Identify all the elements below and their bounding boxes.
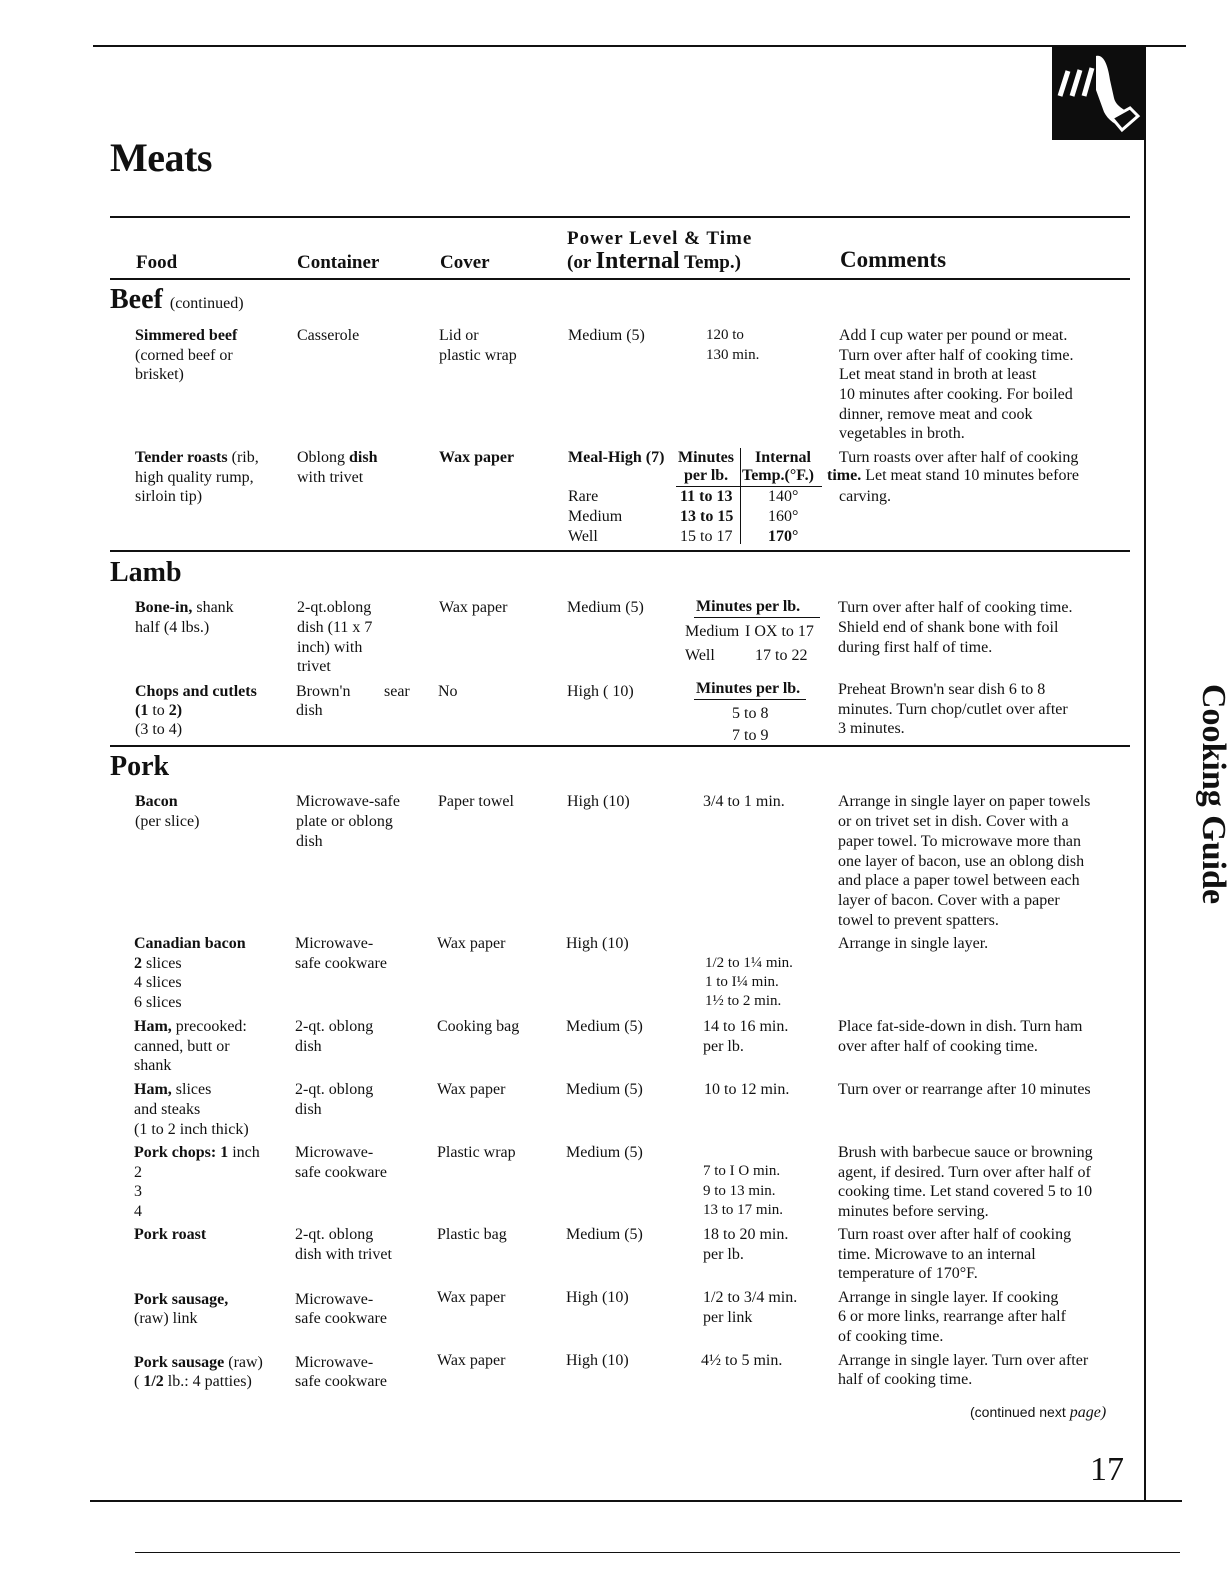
comment-line: layer of bacon. Cover with a paper	[838, 892, 1060, 909]
comment-line: Preheat Brown'n sear dish 6 to 8	[838, 681, 1046, 698]
comment-line: Turn roasts over after half of cooking	[839, 449, 1079, 466]
food-name-bold: Bone-in,	[135, 599, 193, 616]
header-power-line2	[567, 248, 741, 274]
continued-text: (continued next	[970, 1404, 1066, 1420]
comment-line: agent, if desired. Turn over after half of	[838, 1164, 1091, 1181]
food-detail: high quality rump,	[135, 469, 254, 486]
container: 2-qt. oblong	[295, 1226, 374, 1243]
food-name: Bacon	[135, 793, 178, 810]
container: dish	[295, 1038, 322, 1055]
container: Microwave-	[295, 1354, 374, 1371]
container: 2-qt. oblong	[295, 1018, 374, 1035]
doneness-level: Rare	[568, 488, 599, 505]
minutes-header: Minutes per lb.	[696, 598, 801, 615]
food-detail	[134, 954, 182, 974]
food-detail-bold: 2)	[168, 702, 183, 719]
food-name: Pork sausage,	[134, 1291, 229, 1308]
cook-time: 4½ to 5 min.	[701, 1352, 783, 1369]
container: Microwave-	[295, 1144, 374, 1161]
food-name	[134, 1143, 260, 1163]
cover: Wax paper	[439, 449, 515, 466]
tender-divider	[740, 448, 741, 544]
continued-note	[970, 1403, 1106, 1423]
container: Casserole	[297, 327, 360, 344]
food-name-bold: Tender roasts	[135, 449, 228, 466]
page-title: Meats	[110, 135, 212, 180]
power-level: High (10)	[566, 935, 629, 952]
comment-line: Shield end of shank bone with foil	[838, 619, 1059, 636]
food-detail: (corned beef or	[135, 347, 233, 364]
comment-line: Place fat-side-down in dish. Turn ham	[838, 1018, 1083, 1035]
comment-line: of cooking time.	[838, 1328, 944, 1345]
container: dish	[295, 1101, 322, 1118]
header-top-rule	[110, 216, 1130, 218]
header-food: Food	[136, 252, 178, 273]
food-detail-bold: 2	[134, 955, 142, 972]
power-level: Medium (5)	[566, 1226, 643, 1243]
comment-line: cooking time. Let stand covered 5 to 10	[838, 1183, 1093, 1200]
page-number: 17	[1090, 1451, 1124, 1488]
food-detail: 2	[134, 1164, 142, 1181]
cook-time: 7 to I O min.	[703, 1163, 781, 1179]
temp-value: 160°	[768, 508, 799, 525]
minutes-header: Minutes per lb.	[696, 680, 801, 697]
container: trivet	[297, 658, 331, 675]
doneness-level: Medium	[568, 508, 623, 525]
comment-line: one layer of bacon, use an oblong dish	[838, 853, 1085, 870]
minutes-value: 11 to 13	[680, 488, 733, 505]
food-name: Simmered beef	[135, 327, 238, 344]
cook-time: 13 to 17 min.	[703, 1202, 784, 1218]
container: Microwave-	[295, 935, 374, 952]
food-name-bold: Pork sausage	[134, 1354, 225, 1371]
food-name	[134, 1017, 247, 1037]
doneness-level: Well	[568, 528, 598, 545]
comment-line: temperature of 170°F.	[838, 1265, 978, 1282]
power-level: Medium (5)	[568, 327, 645, 344]
comment-line: during first half of time.	[838, 639, 993, 656]
food-detail: (raw) link	[134, 1310, 198, 1327]
power-level: Medium (5)	[566, 1081, 643, 1098]
container: dish	[296, 702, 323, 719]
cook-time: 1 to I¼ min.	[705, 974, 779, 990]
comment-rest: Let meat stand 10 minutes before	[861, 467, 1079, 484]
comment-line	[827, 466, 1079, 486]
container: dish (11 x 7	[297, 619, 373, 636]
header-power-internal: Internal	[595, 248, 680, 274]
food-name-bold: Ham,	[134, 1018, 172, 1035]
cook-time: per link	[703, 1309, 753, 1326]
header-comments: Comments	[840, 247, 947, 272]
minutes-header-underline	[694, 699, 806, 700]
cook-time: 120 to	[706, 327, 744, 343]
beef-title: Beef	[110, 284, 163, 315]
food-name	[134, 1080, 211, 1100]
food-detail: sirloin tip)	[135, 488, 203, 505]
comment-line: 3 minutes.	[838, 720, 905, 737]
header-power-line1: Power Level & Time	[567, 228, 753, 249]
power-level: Medium (5)	[566, 1018, 643, 1035]
cover: Lid or	[439, 327, 479, 344]
comment-line: Let meat stand in broth at least	[839, 366, 1037, 383]
container: safe cookware	[295, 1373, 387, 1390]
minutes-col-header: per lb.	[684, 467, 729, 484]
container: Microwave-safe	[296, 793, 400, 810]
container-a: Oblong	[297, 449, 349, 466]
pointing-hand-icon	[1052, 46, 1146, 140]
cook-time: 130 min.	[706, 347, 760, 363]
container: plate or oblong	[296, 813, 393, 830]
comment-line: Arrange in single layer.	[838, 935, 989, 952]
cook-time: 1/2 to 3/4 min.	[703, 1289, 798, 1306]
cover: No	[438, 683, 458, 700]
food-detail: (1 to 2 inch thick)	[134, 1121, 249, 1138]
internal-col-header: Internal	[755, 449, 811, 466]
temp-value: 140°	[768, 488, 799, 505]
food-name-rest: shank	[192, 599, 234, 616]
food-name-rest: (raw)	[224, 1354, 263, 1371]
minutes-value: I OX to 17	[745, 623, 814, 640]
minutes-value: 15 to 17	[680, 528, 733, 545]
food-name-bold: Ham,	[134, 1081, 172, 1098]
comment-line: Brush with barbecue sauce or browning	[838, 1144, 1093, 1161]
cover: Plastic bag	[437, 1226, 507, 1243]
cover: Wax paper	[437, 1352, 506, 1369]
food-detail: shank	[134, 1057, 172, 1074]
food-detail: half (4 lbs.)	[135, 619, 210, 636]
comment-line: Arrange in single layer. If cooking	[838, 1289, 1059, 1306]
food-name	[134, 1353, 263, 1373]
food-name-rest: (rib,	[227, 449, 259, 466]
cook-time: 18 to 20 min.	[703, 1226, 789, 1243]
container: Brown'n	[296, 683, 351, 700]
container-b: dish	[349, 449, 378, 466]
cook-time: 10 to 12 min.	[704, 1081, 790, 1098]
container: with trivet	[297, 469, 364, 486]
food-detail: and steaks	[134, 1101, 201, 1118]
comment-line: over after half of cooking time.	[838, 1038, 1038, 1055]
food-detail: canned, butt or	[134, 1038, 230, 1055]
food-detail-c: lb.: 4 patties)	[163, 1373, 252, 1390]
comment-line: vegetables in broth.	[839, 425, 965, 442]
minutes-value: 13 to 15	[680, 508, 734, 525]
food-detail: brisket)	[135, 366, 184, 383]
comment-line: minutes. Turn chop/cutlet over after	[838, 701, 1068, 718]
beef-section-rule	[110, 550, 1130, 552]
container: inch) with	[297, 639, 363, 656]
beef-title-note: (continued)	[169, 295, 244, 312]
comment-line: Turn over or rearrange after 10 minutes	[838, 1081, 1091, 1098]
doneness-level: Well	[685, 647, 715, 664]
container: safe cookware	[295, 1164, 387, 1181]
food-detail: 4	[134, 1203, 142, 1220]
food-detail-rest: to	[148, 702, 169, 719]
comment-line: Turn roast over after half of cooking	[838, 1226, 1072, 1243]
food-detail-bold: 1/2	[143, 1373, 164, 1390]
food-detail-a: (	[134, 1373, 144, 1390]
minutes-value: 7 to 9	[732, 727, 769, 744]
food-name	[135, 448, 259, 468]
section-pork-title: Pork	[110, 751, 170, 782]
comment-line: Arrange in single layer. Turn over after	[838, 1352, 1089, 1369]
doneness-level: Medium	[685, 623, 740, 640]
container: dish	[296, 833, 323, 850]
comment-line: or on trivet set in dish. Cover with a	[838, 813, 1069, 830]
power-level: High (10)	[566, 1289, 629, 1306]
comment-line: minutes before serving.	[838, 1203, 989, 1220]
minutes-value: 5 to 8	[732, 705, 769, 722]
power-level: Medium (5)	[567, 599, 644, 616]
right-edge-rule	[1144, 140, 1146, 1500]
cover: Plastic wrap	[437, 1144, 516, 1161]
container: Microwave-	[295, 1291, 374, 1308]
comment-line: time. Microwave to an internal	[838, 1246, 1036, 1263]
header-bottom-rule	[110, 278, 1130, 280]
cook-time: 1½ to 2 min.	[705, 993, 782, 1009]
header-power-temp: Temp.)	[684, 252, 741, 273]
container: sear	[384, 683, 410, 700]
power-level: High ( 10)	[567, 683, 634, 700]
power-level: Medium (5)	[566, 1144, 643, 1161]
footer-rule	[135, 1552, 1180, 1553]
cook-time: per lb.	[703, 1038, 744, 1055]
comment-line: 10 minutes after cooking. For boiled	[839, 386, 1073, 403]
section-beef-title	[110, 284, 244, 315]
header-cover: Cover	[440, 252, 490, 273]
top-rule	[93, 45, 1186, 47]
internal-col-header: Temp.(°F.)	[742, 467, 814, 484]
food-name-rest: inch	[228, 1144, 260, 1161]
comment-line: and place a paper towel between each	[838, 872, 1080, 889]
cook-time: 3/4 to 1 min.	[703, 793, 785, 810]
comment-line: 6 or more links, rearrange after half	[838, 1308, 1066, 1325]
cook-time: 1/2 to 1¼ min.	[705, 955, 793, 971]
minutes-header-underline	[694, 617, 820, 618]
food-name	[135, 598, 234, 618]
cover: Paper towel	[438, 793, 514, 810]
temp-value: 170°	[768, 528, 799, 545]
food-name-rest: slices	[171, 1081, 212, 1098]
food-name-rest: precooked:	[171, 1018, 247, 1035]
food-name: Canadian bacon	[134, 935, 246, 952]
power-level: Meal-High (7)	[568, 449, 665, 466]
power-level: High (10)	[567, 793, 630, 810]
continued-page: page)	[1069, 1404, 1107, 1421]
bottom-rule	[90, 1500, 1182, 1502]
comment-bold: time.	[827, 467, 862, 484]
cook-time: 14 to 16 min.	[703, 1018, 789, 1035]
comment-line: Add I cup water per pound or meat.	[839, 327, 1068, 344]
cover: Wax paper	[437, 935, 506, 952]
minutes-col-header: Minutes	[678, 449, 734, 466]
food-detail: 6 slices	[134, 994, 182, 1011]
header-power-or: (or	[567, 252, 591, 273]
lamb-section-rule	[110, 745, 1130, 747]
section-lamb-title: Lamb	[110, 557, 182, 588]
comment-line: Turn over after half of cooking time.	[838, 599, 1073, 616]
side-tab-label: Cooking Guide	[1195, 683, 1232, 905]
container: 2-qt. oblong	[295, 1081, 374, 1098]
food-detail: (per slice)	[135, 813, 200, 830]
cover: plastic wrap	[439, 347, 517, 364]
cover: Wax paper	[439, 599, 508, 616]
food-name: Pork roast	[134, 1226, 207, 1243]
food-detail: 4 slices	[134, 974, 182, 991]
container: safe cookware	[295, 1310, 387, 1327]
comment-line: Turn over after half of cooking time.	[839, 347, 1074, 364]
comment-line: carving.	[839, 488, 891, 505]
food-detail-bold: (1	[135, 702, 149, 719]
cook-time: 9 to 13 min.	[703, 1183, 776, 1199]
minutes-value: 17 to 22	[755, 647, 808, 664]
cover: Wax paper	[437, 1289, 506, 1306]
container	[297, 448, 377, 468]
cover: Cooking bag	[437, 1018, 520, 1035]
food-name: Chops and cutlets	[135, 683, 257, 700]
header-container: Container	[297, 252, 380, 273]
comment-line: half of cooking time.	[838, 1371, 973, 1388]
comment-line: towel to prevent spatters.	[838, 912, 999, 929]
comment-line: dinner, remove meat and cook	[839, 406, 1033, 423]
food-detail	[134, 1372, 252, 1392]
cover: Wax paper	[437, 1081, 506, 1098]
food-detail: 3	[134, 1183, 142, 1200]
container: dish with trivet	[295, 1246, 392, 1263]
power-level: High (10)	[566, 1352, 629, 1369]
container: 2-qt.oblong	[297, 599, 372, 616]
food-detail: (3 to 4)	[135, 721, 183, 738]
comment-line: Arrange in single layer on paper towels	[838, 793, 1091, 810]
food-detail-rest: slices	[142, 955, 182, 972]
container: safe cookware	[295, 955, 387, 972]
food-detail	[135, 701, 182, 721]
comment-line: paper towel. To microwave more than	[838, 833, 1081, 850]
food-name-bold: Pork chops: 1	[134, 1144, 229, 1161]
cook-time: per lb.	[703, 1246, 744, 1263]
